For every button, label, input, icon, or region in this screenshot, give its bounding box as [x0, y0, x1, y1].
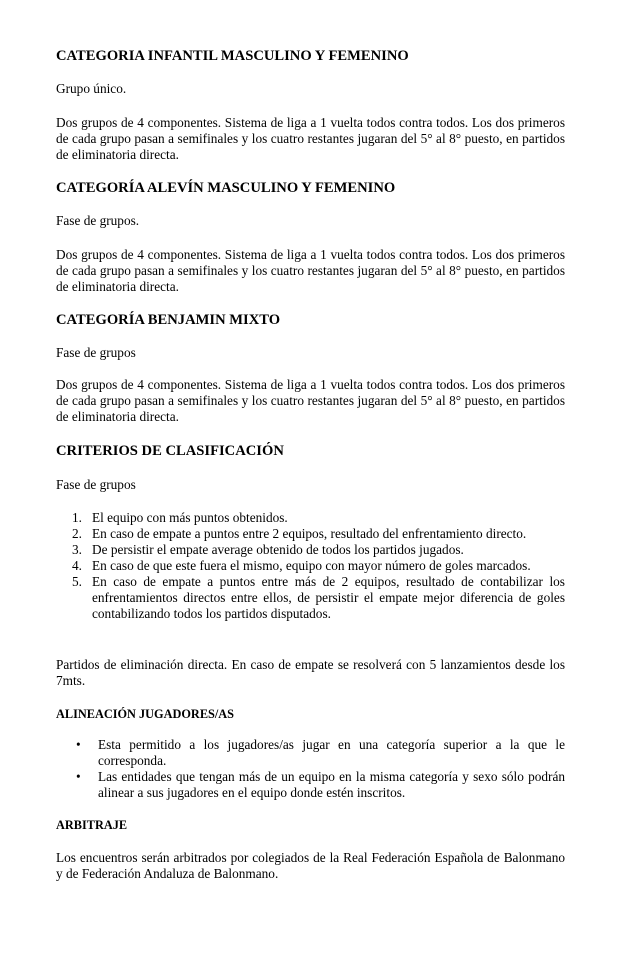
bullet-icon: •: [76, 769, 81, 784]
criterios-heading: CRITERIOS DE CLASIFICACIÓN: [56, 443, 284, 459]
section-subtitle-alevin: Fase de grupos.: [56, 213, 140, 228]
arbitraje-heading: ARBITRAJE: [56, 818, 128, 832]
section-subtitle-benjamin: Fase de grupos: [56, 345, 136, 360]
section-heading-benjamin: CATEGORÍA BENJAMIN MIXTO: [56, 312, 281, 328]
bullet-icon: •: [76, 737, 81, 752]
section-subtitle-infantil: Grupo único.: [56, 81, 127, 96]
alineacion-list: [56, 737, 565, 801]
arbitraje-body: Los encuentros serán arbitrados por colegiados de la Real Federación Española de Balonmano y de Federación Andaluza de Balonmano.: [56, 850, 565, 881]
alineacion-item: • Esta permitido a los jugadores/as jugar en una categoría superior a la que le corresponda.: [76, 737, 565, 768]
section-body-alevin: Dos grupos de 4 componentes. Sistema de liga a 1 vuelta todos contra todos. Los dos primeros de cada grupo pasan a semifinales y los cuatro restantes jugaran del 5° al 8° puesto, en partidos de eliminatoria directa.: [56, 247, 565, 294]
criterio-item: 5. En caso de empate a puntos entre más de 2 equipos, resultado de contabilizar los enfrentamientos directos entre ellos, de persistir el empate mejor diferencia de goles contabilizando todos los partidos disputados.: [72, 574, 565, 621]
section-heading-alevin: CATEGORÍA ALEVÍN MASCULINO Y FEMENINO: [56, 180, 396, 196]
criterios-list: [56, 510, 565, 622]
criterio-item: 4. En caso de que este fuera el mismo, equipo con mayor número de goles marcados.: [72, 558, 531, 573]
criterios-note: Partidos de eliminación directa. En caso de empate se resolverá con 5 lanzamientos desde los 7mts.: [56, 657, 565, 688]
section-body-benjamin: Dos grupos de 4 componentes. Sistema de liga a 1 vuelta todos contra todos. Los dos primeros de cada grupo pasan a semifinales y los cuatro restantes jugaran del 5° al 8° puesto, en partidos de eliminatoria directa.: [56, 377, 565, 424]
criterio-item: 3. De persistir el empate average obtenido de todos los partidos jugados.: [72, 542, 464, 557]
criterio-item: 1. El equipo con más puntos obtenidos.: [72, 510, 288, 525]
alineacion-item: • Las entidades que tengan más de un equipo en la misma categoría y sexo sólo podrán alinear a sus jugadores en el equipo donde estén inscritos.: [76, 769, 565, 800]
section-body-infantil: Dos grupos de 4 componentes. Sistema de liga a 1 vuelta todos contra todos. Los dos primeros de cada grupo pasan a semifinales y los cuatro restantes jugaran del 5° al 8° puesto, en partidos de eliminatoria directa.: [56, 115, 565, 162]
criterio-item: 2. En caso de empate a puntos entre 2 equipos, resultado del enfrentamiento directo.: [72, 526, 527, 541]
section-heading-infantil: CATEGORIA INFANTIL MASCULINO Y FEMENINO: [56, 48, 409, 64]
alineacion-heading: ALINEACIÓN JUGADORES/AS: [56, 707, 234, 721]
criterios-subtitle: Fase de grupos: [56, 477, 136, 492]
